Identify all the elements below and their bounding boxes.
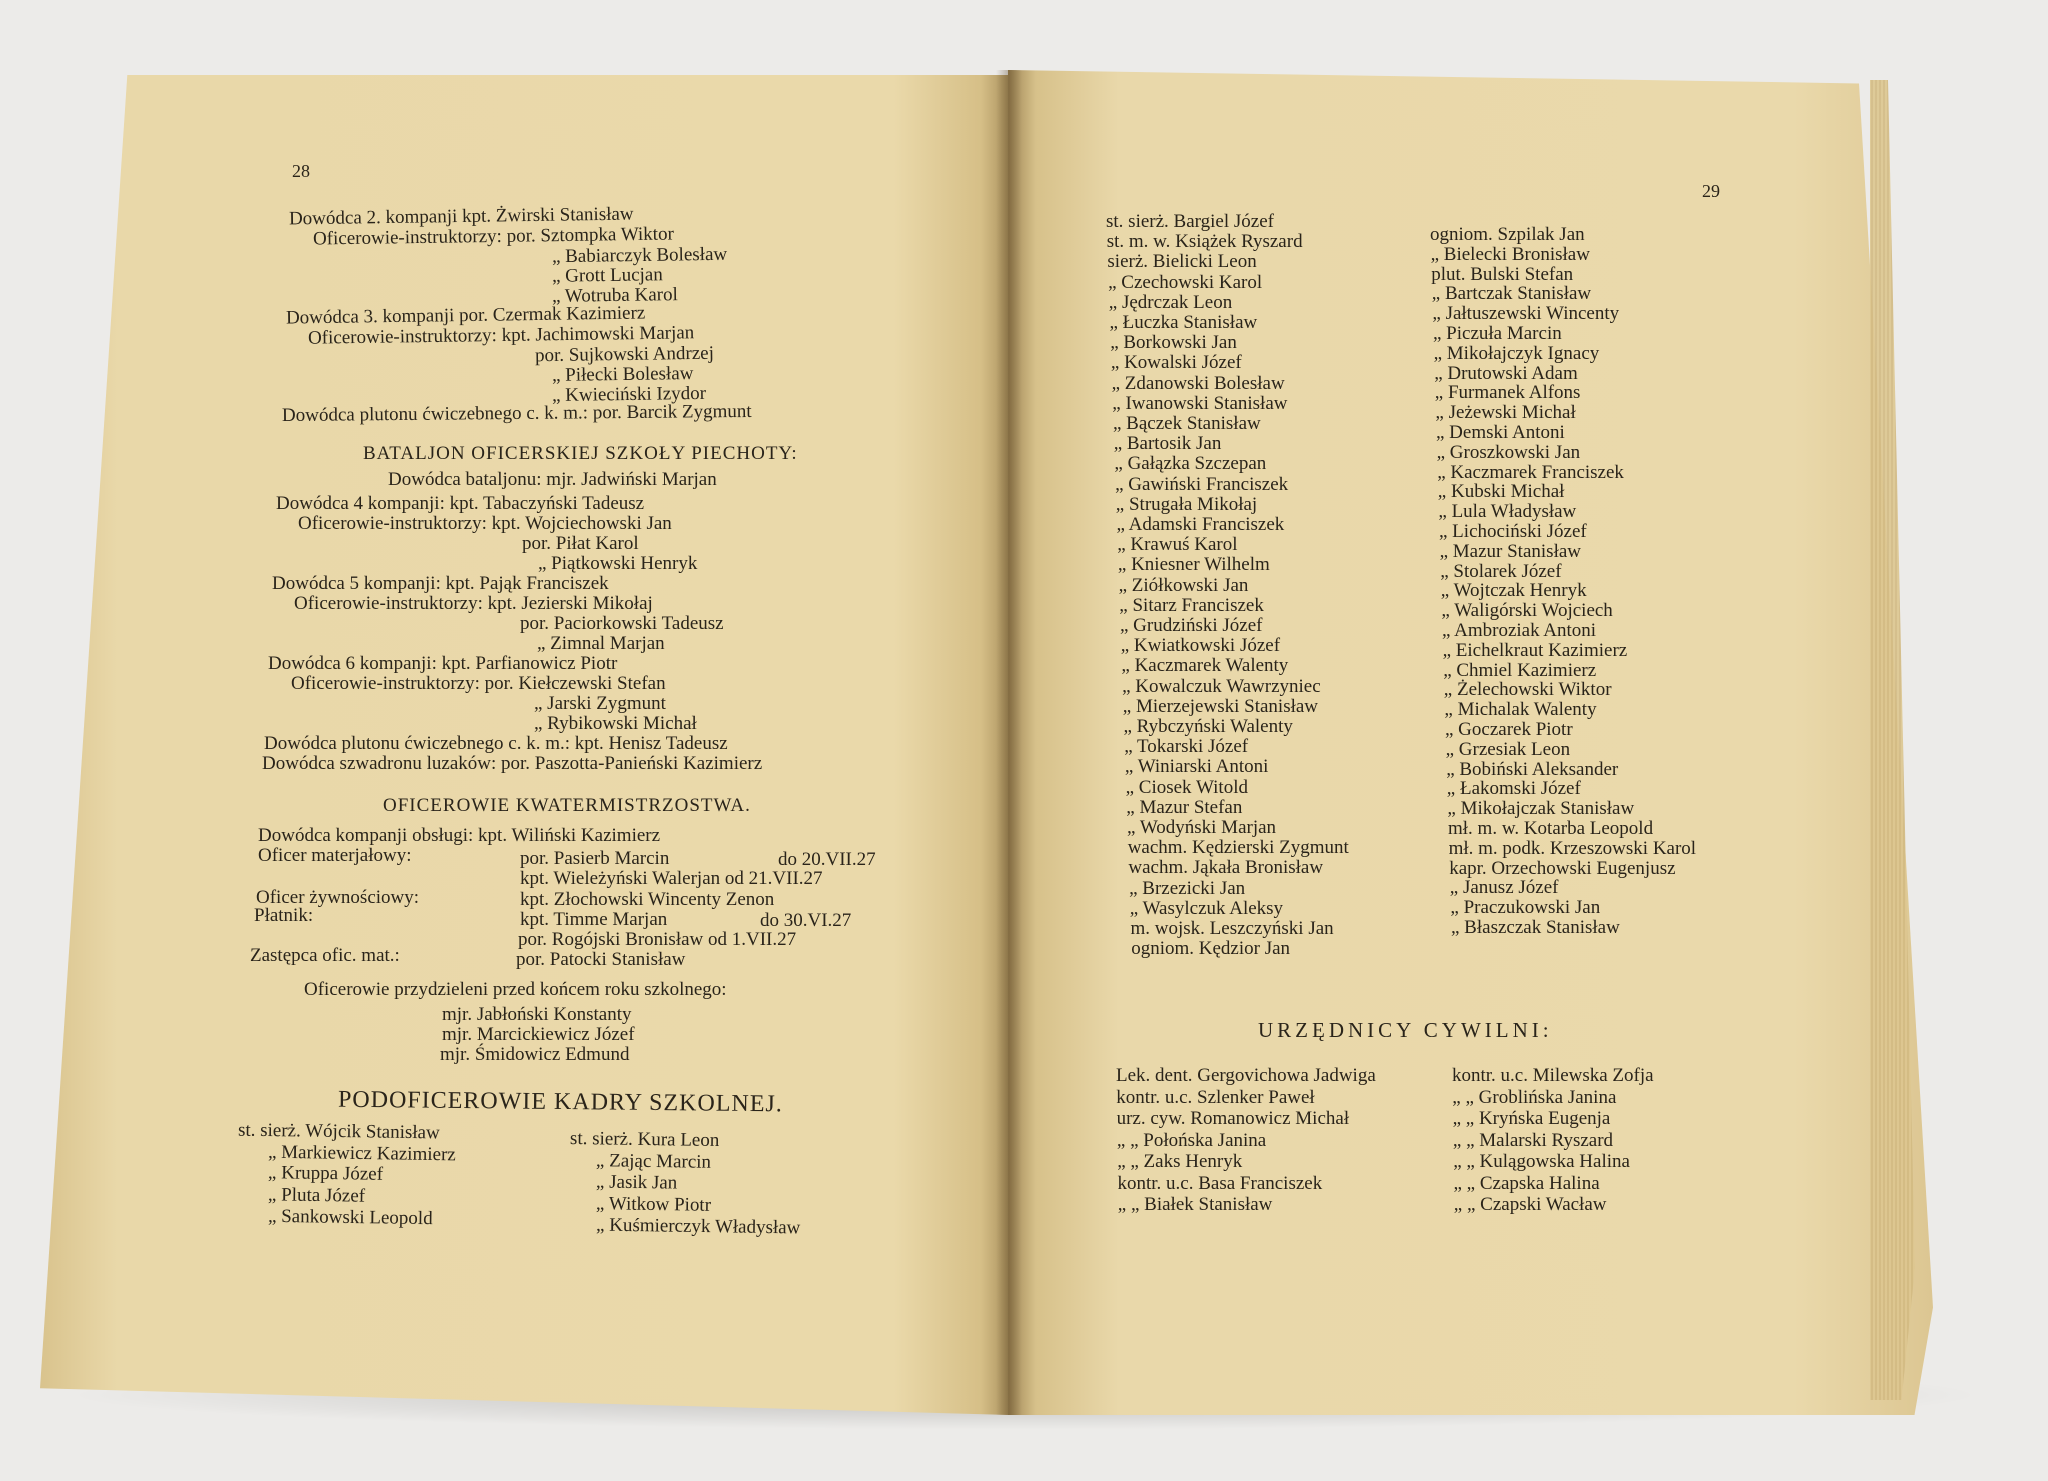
list-item: „ „ Zaks Henryk [1117,1151,1243,1172]
text-line: Dowódca 2. kompanji kpt. Żwirski Stanisław [288,203,634,230]
list-item: „ Chmiel Kazimierz [1443,659,1597,681]
text-line: „ Zając Marcin [595,1150,712,1173]
section-heading: BATALJON OFICERSKIEJ SZKOŁY PIECHOTY: [363,443,798,464]
text-line: „ Zimnal Marjan [537,633,665,654]
text-line: por. Piłat Karol [522,533,639,554]
text-line: por. Sujkowski Andrzej [534,342,715,367]
list-item: „ Waligórski Wojciech [1441,600,1613,622]
list-item: mł. m. w. Kotarba Leopold [1448,818,1654,839]
list-item: „ Eichelkraut Kazimierz [1442,639,1628,661]
text-line: Oficerowie-instruktorzy: kpt. Jachimowski Marjan [307,322,695,349]
list-item: ogniom. Kędzior Jan [1131,938,1291,960]
list-item: „ Jędrczak Leon [1108,291,1233,313]
list-item: „ Błaszczak Stanisław [1451,917,1620,938]
text-line: mjr. Marcickiewicz Józef [442,1024,635,1045]
text-line: Zastępca ofic. mat.: [250,945,400,966]
list-item: „ Demski Antoni [1436,422,1565,443]
text-line: Oficerowie-instruktorzy: por. Sztompka Wiktor [312,223,674,250]
list-item: „ Bobiński Aleksander [1446,758,1619,780]
list-item: „ Bączek Stanisław [1113,413,1261,434]
list-item: „ „ Groblińska Janina [1452,1086,1617,1108]
text-line: do 30.VI.27 [760,910,852,931]
list-item: „ Borkowski Jan [1110,332,1237,354]
list-item: „ Zdanowski Bolesław [1111,372,1285,394]
list-item: „ Wojtczak Henryk [1440,580,1587,602]
list-item: „ Kaczmarek Franciszek [1437,461,1624,483]
list-item: „ „ Czapski Wacław [1453,1194,1607,1215]
list-item: „ Tokarski Józef [1124,736,1249,758]
list-item: „ Michalak Walenty [1444,699,1597,721]
text-line: mjr. Jabłoński Konstanty [442,1004,632,1025]
list-item: „ Grzesiak Leon [1445,738,1571,760]
list-item: „ Bielecki Bronisław [1430,243,1590,265]
text-line: Dowódca plutonu ćwiczebnego c. k. m.: por. Barcik Zygmunt [281,400,752,427]
text-line: „ Markiewicz Kazimierz [267,1141,456,1166]
list-item: „ Mikołajczyk Ignacy [1433,342,1600,364]
text-line: por. Paciorkowski Tadeusz [520,613,724,634]
text-line: „ Witkow Piotr [595,1193,712,1216]
text-line: por. Patocki Stanisław [516,949,686,970]
list-item: „ Kowalski Józef [1110,352,1242,374]
list-item: ogniom. Szpilak Jan [1430,224,1585,245]
list-item: „ Kwiatkowski Józef [1120,635,1281,657]
list-item: wachm. Kędzierski Zygmunt [1127,837,1349,859]
list-item: „ Mierzejewski Stanisław [1122,695,1319,717]
list-item: „ Mazur Stanisław [1439,540,1581,562]
list-item: „ Adamski Franciszek [1116,514,1285,535]
text-line: Dowódca 6 kompanji: kpt. Parfianowicz Piotr [268,653,618,674]
list-item: „ Stolarek Józef [1440,560,1562,582]
text-line: „ Kruppa Józef [267,1162,384,1185]
page-number: 28 [292,161,310,181]
list-item: „ Drutowski Adam [1434,362,1578,384]
text-line: Dowódca 3. kompanji por. Czermak Kazimierz [285,302,646,329]
list-item: „ Sitarz Franciszek [1119,594,1264,616]
list-item: „ Żelechowski Wiktor [1443,679,1612,701]
list-item: „ Ziółkowski Jan [1118,574,1249,596]
list-item: mł. m. podk. Krzeszowski Karol [1448,837,1697,859]
list-item: „ Bartczak Stanisław [1431,283,1592,305]
list-item: „ „ Białek Stanisław [1117,1194,1273,1215]
text-line: Oficer żywnościowy: [256,887,420,908]
section-heading: PODOFICEROWIE KADRY SZKOLNEJ. [337,1086,783,1118]
list-item: „ Gawiński Franciszek [1115,473,1289,495]
list-item: „ Rybczyński Walenty [1123,716,1293,737]
text-line: kpt. Timme Marjan [520,909,668,930]
list-item: „ Ciosek Witold [1125,776,1248,798]
list-item: „ Łakomski Józef [1446,778,1581,800]
text-line: Dowódca 5 kompanji: kpt. Pająk Franciszek [272,573,609,594]
list-item: „ Kubski Michał [1437,481,1565,503]
text-line: „ Pluta Józef [267,1184,366,1207]
list-item: „ Jeżewski Michał [1435,402,1576,424]
text-line: st. sierż. Kura Leon [569,1127,720,1152]
list-item: „ Łuczka Stanisław [1109,312,1258,333]
list-item: „ Piczuła Marcin [1433,323,1562,344]
text-line: Oficerowie przydzieleni przed końcem roku szkolnego: [304,979,727,1000]
text-line: „ Sankowski Leopold [267,1205,433,1230]
list-item: „ Krawuś Karol [1117,534,1238,556]
text-line: „ Jarski Zygmunt [534,693,666,714]
page-number: 29 [1702,181,1720,201]
text-line: do 20.VII.27 [778,849,876,870]
list-item: „ Jałtuszewski Wincenty [1432,303,1620,325]
text-line: „ Kuśmierczyk Władysław [595,1214,801,1239]
list-item: „ Bartosik Jan [1113,433,1222,455]
list-item: „ Strugała Mikołaj [1115,493,1258,515]
list-item: „ Czechowski Karol [1108,271,1263,293]
text-line: Dowódca 4 kompanji: kpt. Tabaczyński Tadeusz [276,493,645,514]
list-item: „ „ Malarski Ryszard [1452,1129,1614,1151]
list-item: „ Janusz Józef [1449,877,1559,899]
list-item: „ Kniesner Wilhelm [1117,554,1270,576]
list-item: „ Wodyński Marjan [1127,817,1277,838]
list-item: „ Mikołajczak Stanisław [1447,798,1635,820]
text-line: „ Jasik Jan [595,1171,678,1194]
section-heading: URZĘDNICY CYWILNI: [1258,1018,1553,1042]
text-line: kpt. Wieleżyński Walerjan od 21.VII.27 [520,868,823,889]
text-line: Dowódca plutonu ćwiczebnego c. k. m.: kpt. Henisz Tadeusz [264,733,728,754]
text-line: kpt. Złochowski Wincenty Zenon [520,889,775,910]
list-item: „ Groszkowski Jan [1436,441,1581,463]
list-item: „ „ Kulągowska Halina [1453,1151,1630,1172]
text-line: „ Piłecki Bolesław [551,363,694,386]
list-item: „ Brzezicki Jan [1129,877,1246,899]
list-item: „ Gałązka Szczepan [1114,453,1267,475]
list-item: „ Winiarski Antoni [1124,756,1269,778]
text-line: por. Pasierb Marcin [520,848,670,869]
list-item: „ „ Połońska Janina [1116,1129,1267,1151]
list-item: Lek. dent. Gergovichowa Jadwiga [1116,1065,1376,1086]
text-line: Oficer materjałowy: [258,845,412,866]
list-item: kapr. Orzechowski Eugenjusz [1449,857,1676,879]
text-line: „ Rybikowski Michał [534,713,697,734]
text-line: Płatnik: [254,905,314,926]
list-item: urz. cyw. Romanowicz Michał [1116,1108,1350,1129]
text-line: „ Wotruba Karol [551,284,678,307]
book-gutter [996,70,1022,1415]
list-item: sierż. Bielicki Leon [1107,251,1257,273]
text-line: st. sierż. Wójcik Stanisław [237,1119,440,1144]
list-item: „ Iwanowski Stanisław [1112,392,1288,414]
list-item: plut. Bulski Stefan [1431,263,1574,285]
list-item: „ Grudziński Józef [1120,615,1263,636]
list-item: „ Goczarek Piotr [1445,719,1573,740]
list-item: st. m. w. Książek Ryszard [1106,231,1303,253]
text-line: „ Piątkowski Henryk [538,553,698,574]
list-item: „ Lichociński Józef [1439,521,1587,542]
text-line: Dowódca kompanji obsługi: kpt. Wiliński Kazimierz [258,825,661,846]
text-line: Oficerowie-instruktorzy: kpt. Jezierski Mikołaj [294,593,653,614]
text-line: mjr. Śmidowicz Edmund [440,1044,630,1065]
list-item: wachm. Jąkała Bronisław [1128,857,1324,879]
text-line: Dowódca bataljonu: mjr. Jadwiński Marjan [388,469,717,490]
list-item: st. sierż. Bargiel Józef [1106,211,1274,232]
list-item: „ „ Kryńska Eugenja [1452,1108,1611,1129]
list-item: m. wojsk. Leszczyński Jan [1130,918,1334,939]
list-item: kontr. u.c. Szlenker Paweł [1116,1086,1315,1108]
list-item: „ Ambroziak Antoni [1442,620,1597,641]
list-item: kontr. u.c. Milewska Zofja [1452,1065,1654,1086]
text-line: „ Babiarczyk Bolesław [551,243,728,268]
text-line: Dowódca szwadronu luzaków: por. Paszotta-Panieński Kazimierz [262,753,763,774]
text-line: Oficerowie-instruktorzy: kpt. Wojciechowski Jan [298,513,672,534]
list-item: „ Kowalczuk Wawrzyniec [1122,675,1321,697]
list-item: kontr. u.c. Basa Franciszek [1117,1172,1323,1194]
text-line: por. Rogójski Bronisław od 1.VII.27 [518,929,797,950]
list-item: „ Praczukowski Jan [1450,897,1601,919]
page-edges [1870,80,1915,1400]
list-item: „ Furmanek Alfons [1434,382,1581,404]
list-item: „ Mazur Stefan [1126,796,1243,818]
text-line: „ Kwieciński Izydor [551,382,707,407]
text-line: „ Grott Lucjan [551,264,663,287]
list-item: „ „ Czapska Halina [1453,1172,1600,1194]
list-item: „ Lula Władysław [1438,501,1577,523]
text-line: Oficerowie-instruktorzy: por. Kiełczewski Stefan [291,673,666,694]
list-item: „ Kaczmarek Walenty [1121,655,1289,677]
list-item: „ Wasylczuk Aleksy [1129,897,1284,919]
section-heading: OFICEROWIE KWATERMISTRZOSTWA. [383,795,751,816]
